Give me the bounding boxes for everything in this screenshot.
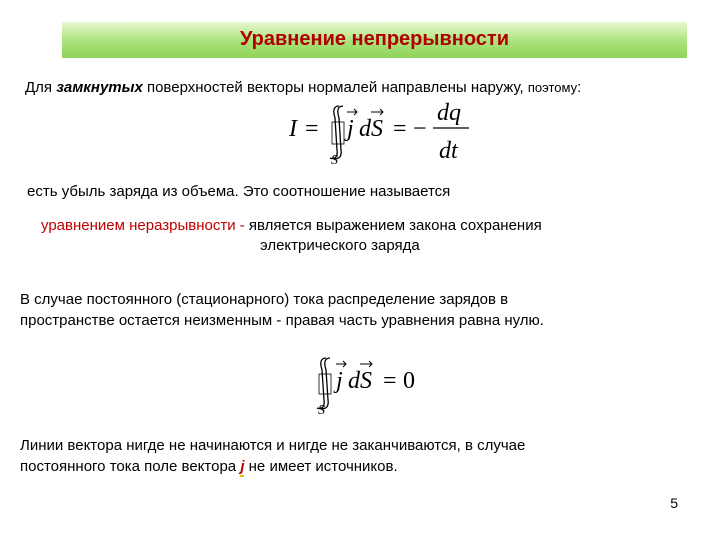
formula1-eq2: =: [393, 116, 407, 142]
page-number: 5: [670, 495, 678, 511]
continuity-integral-formula: [285, 98, 485, 170]
slide-title: Уравнение непрерывности: [239, 28, 510, 50]
intro-line: [25, 78, 581, 97]
charge-conservation-line: электрического заряда: [260, 237, 420, 254]
formula2-ds: dS: [348, 368, 372, 394]
field-lines-line2: [20, 457, 398, 476]
formula2-rhs: 0: [403, 368, 415, 394]
vector-j-symbol: j: [240, 458, 245, 475]
equation-name-red: уравнением неразрывности -: [41, 217, 245, 234]
formula1-denominator: dt: [439, 138, 458, 164]
equation-name-rest: является выражением закона сохранения: [244, 217, 542, 234]
field-lines-text-post: не имеет источников.: [244, 458, 398, 475]
formula1-lhs: I: [289, 116, 297, 142]
formula1-j: j: [347, 116, 354, 142]
intro-text-small: поэтому: [527, 80, 578, 95]
charge-loss-line: есть убыль заряда из объема. Это соотношение называется: [27, 183, 451, 200]
vector-arrow-icon: [336, 361, 346, 367]
formula1-numerator: dq: [437, 100, 461, 126]
formula2-j: j: [336, 368, 343, 394]
formula1-minus: −: [413, 116, 427, 142]
intro-text-pre: Для: [25, 79, 57, 96]
vector-arrow-icon: [371, 109, 383, 115]
steady-current-line2: пространстве остается неизменным - правая часть уравнения равна нулю.: [20, 312, 544, 329]
intro-text-emphasis: замкнутых: [56, 79, 143, 96]
field-lines-text-pre: постоянного тока поле вектора: [20, 458, 241, 475]
formula2-subscript: S: [318, 403, 325, 418]
intro-text-end: :: [577, 79, 582, 96]
formula1-ds: dS: [359, 116, 383, 142]
formula2-eq: =: [383, 368, 397, 394]
field-lines-line1: Линии вектора нигде не начинаются и нигде не заканчиваются, в случае: [20, 437, 526, 454]
zero-flux-formula: [308, 352, 428, 418]
steady-current-line1: В случае постоянного (стационарного) тока распределение зарядов в: [20, 291, 509, 308]
formula1-subscript: S: [331, 153, 338, 168]
equation-name-line: [41, 216, 542, 235]
vector-arrow-icon: [347, 109, 357, 115]
vector-arrow-icon: [360, 361, 372, 367]
intro-text-mid: поверхностей векторы нормалей направлены наружу,: [142, 79, 528, 96]
formula1-eq1: =: [305, 116, 319, 142]
